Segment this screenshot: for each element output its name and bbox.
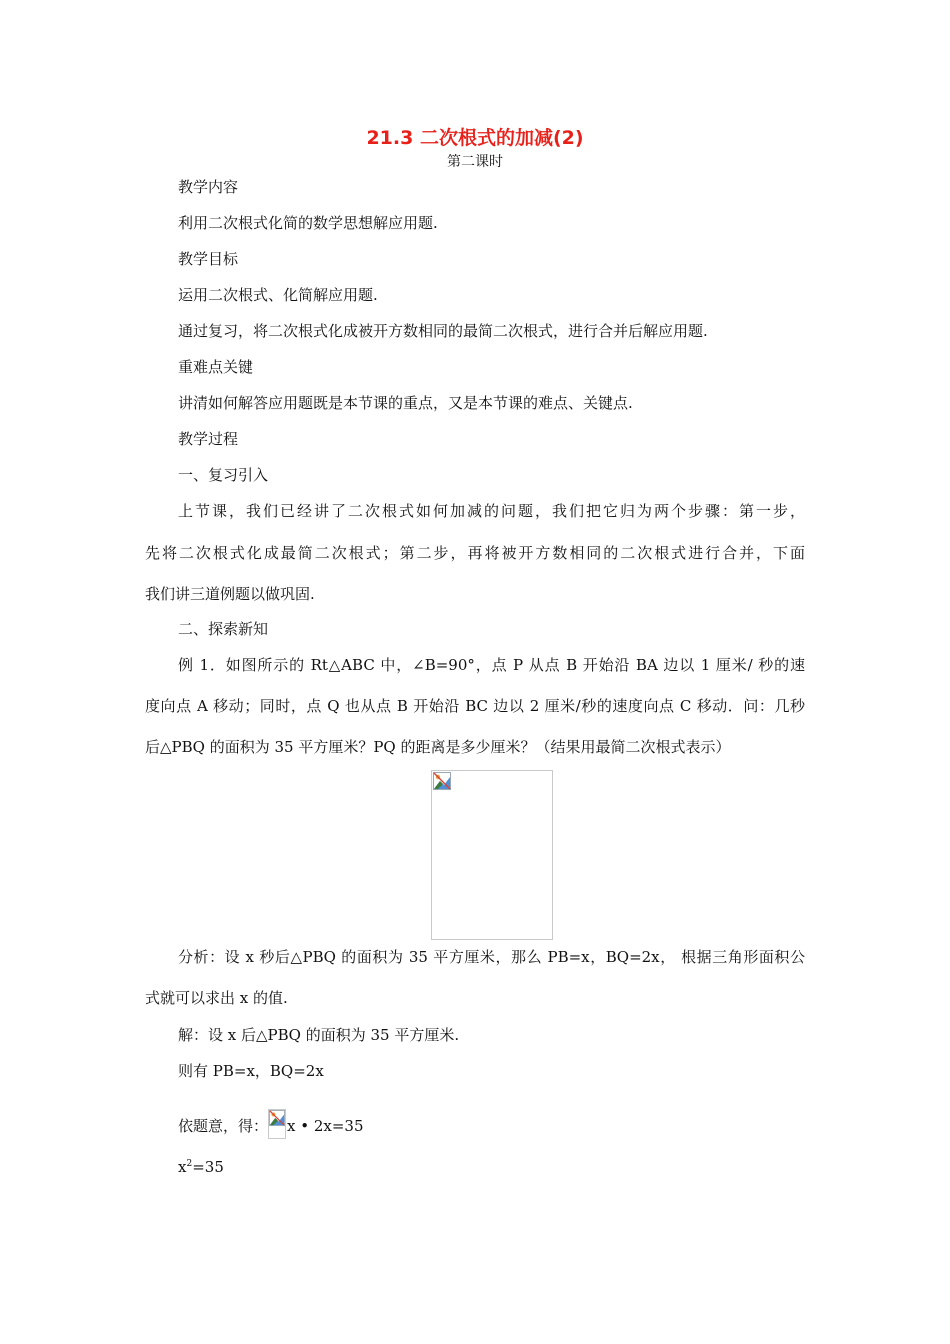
review-paragraph-line-1: 上节课，我们已经讲了二次根式如何加减的问题，我们把它归为两个步骤：第一步， xyxy=(178,502,805,520)
solution-line-2: 则有 PB=x，BQ=2x xyxy=(178,1062,324,1080)
content-text: 利用二次根式化简的数学思想解应用题. xyxy=(178,214,438,232)
solution-line-4-rest: =35 xyxy=(192,1158,224,1176)
broken-image-icon xyxy=(433,772,451,790)
objectives-heading: 教学目标 xyxy=(178,250,239,268)
content-heading: 教学内容 xyxy=(178,178,239,196)
example-line-3: 后△PBQ 的面积为 35 平方厘米？PQ 的距离是多少厘米？（结果用最简二次根式表示） xyxy=(145,738,731,756)
key-points-text: 讲清如何解答应用题既是本节课的重点，又是本节课的难点、关键点. xyxy=(178,394,633,412)
analysis-line-2: 式就可以求出 x 的值. xyxy=(145,989,288,1007)
solution-line-1: 解：设 x 后△PBQ 的面积为 35 平方厘米. xyxy=(178,1026,460,1044)
solution-line-4 xyxy=(178,1157,224,1177)
solution-line-4-exponent: 2 xyxy=(186,1159,193,1169)
example-line-1: 例 1．如图所示的 Rt△ABC 中，∠B=90°，点 P 从点 B 开始沿 BA 边以 1 厘米/ 秒的速 xyxy=(178,656,805,674)
explore-heading: 二、探索新知 xyxy=(178,620,269,638)
review-paragraph-line-2: 先将二次根式化成最简二次根式；第二步，再将被开方数相同的二次根式进行合并，下面 xyxy=(145,544,805,562)
objective-1: 运用二次根式、化简解应用题. xyxy=(178,286,378,304)
review-heading: 一、复习引入 xyxy=(178,466,269,484)
process-heading: 教学过程 xyxy=(178,430,239,448)
key-points-heading: 重难点关键 xyxy=(178,358,254,376)
objective-2: 通过复习，将二次根式化成被开方数相同的最简二次根式，进行合并后解应用题. xyxy=(178,322,708,340)
solution-line-3-prefix: 依题意，得： xyxy=(178,1117,269,1135)
solution-line-3-suffix: x • 2x=35 xyxy=(287,1117,364,1135)
solution-line-4-base: x xyxy=(178,1158,187,1176)
analysis-line-1: 分析：设 x 秒后△PBQ 的面积为 35 平方厘米，那么 PB=x，BQ=2x， 根据三角形面积公 xyxy=(178,948,805,966)
example-figure xyxy=(431,770,553,940)
page-subtitle: 第二课时 xyxy=(447,154,503,170)
review-paragraph-line-3: 我们讲三道例题以做巩固. xyxy=(145,585,315,603)
example-line-2: 度向点 A 移动；同时，点 Q 也从点 B 开始沿 BC 边以 2 厘米/秒的速度向点 C 移动．问：几秒 xyxy=(145,697,805,715)
fraction-image xyxy=(268,1109,286,1139)
page-title: 21.3 二次根式的加减(2) xyxy=(366,127,584,149)
solution-line-3 xyxy=(178,1109,364,1139)
broken-image-icon xyxy=(269,1110,285,1126)
